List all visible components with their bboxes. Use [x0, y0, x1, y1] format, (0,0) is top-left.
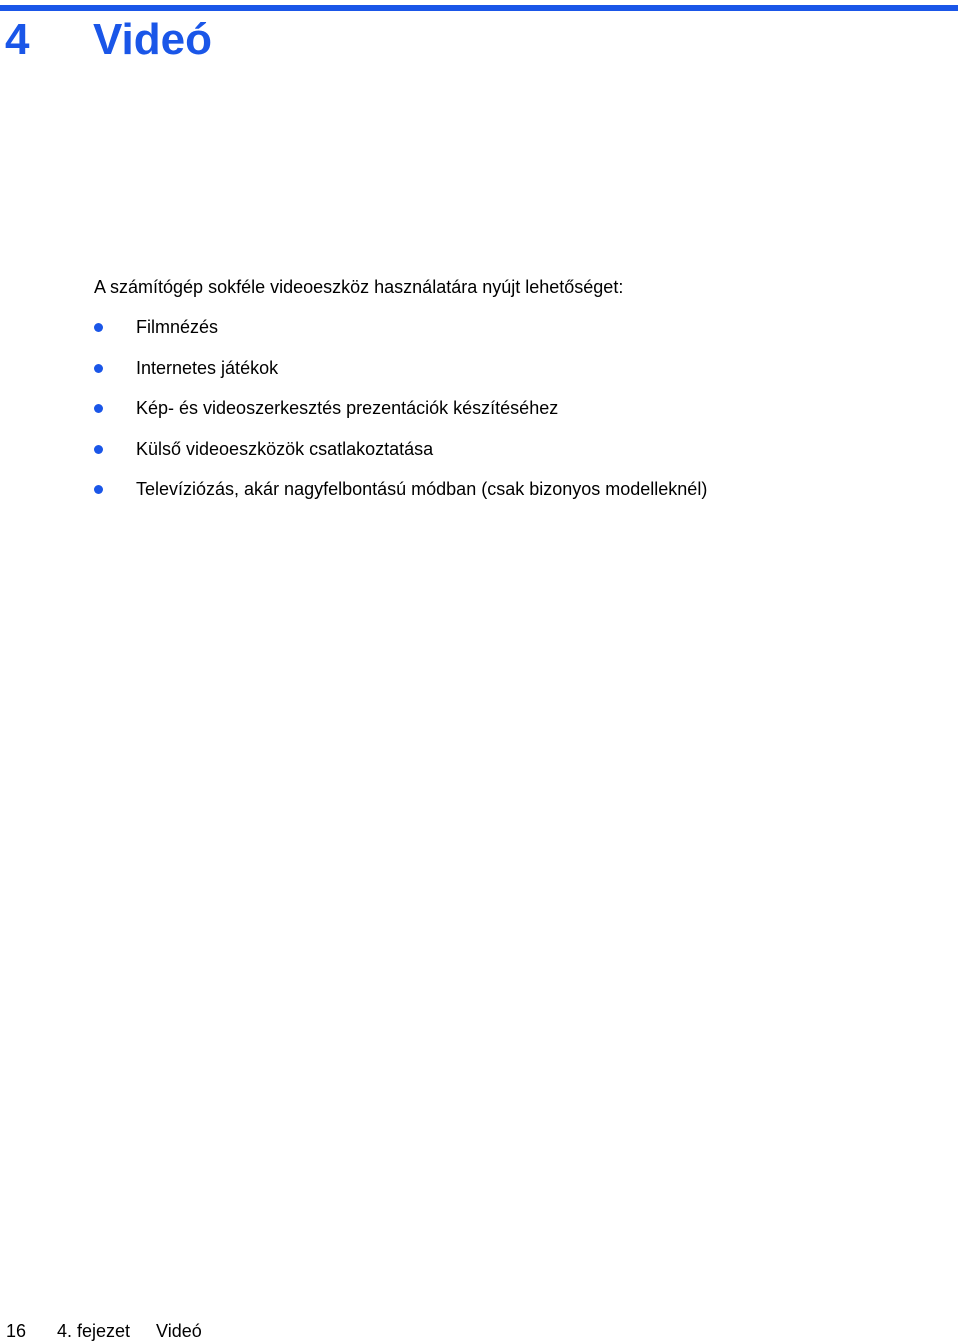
chapter-title: Videó	[93, 15, 213, 64]
bullet-icon	[94, 445, 103, 454]
page-number: 16	[6, 1321, 27, 1341]
list-item-text: Filmnézés	[136, 317, 219, 337]
chapter-top-rule	[0, 5, 958, 11]
chapter-heading	[5, 12, 212, 68]
intro-paragraph: A számítógép sokféle videoeszköz használatára nyújt lehetőséget:	[94, 277, 624, 297]
page-footer	[6, 1320, 202, 1342]
list-item-text: Televíziózás, akár nagyfelbontású módban (csak bizonyos modelleknél)	[136, 479, 708, 499]
bullet-icon	[94, 323, 103, 332]
list-item-text: Internetes játékok	[136, 357, 279, 378]
bullet-icon	[94, 364, 103, 373]
chapter-number: 4	[5, 15, 30, 64]
bullet-icon	[94, 404, 103, 413]
footer-chapter-title: Videó	[156, 1321, 202, 1341]
list-item-text: Kép- és videoszerkesztés prezentációk készítéséhez	[136, 398, 559, 418]
bullet-icon	[94, 485, 103, 494]
footer-chapter-label: 4. fejezet	[57, 1321, 131, 1341]
list-item-text: Külső videoeszközök csatlakoztatása	[136, 438, 434, 459]
